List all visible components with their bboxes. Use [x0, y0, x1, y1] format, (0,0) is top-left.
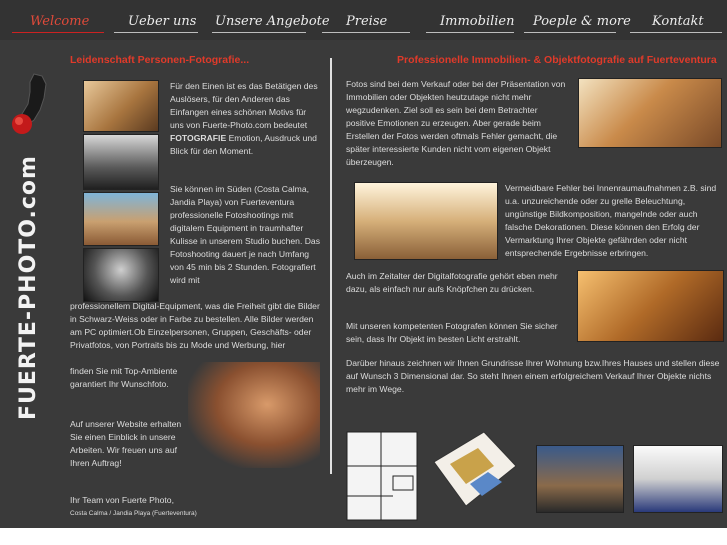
- right-paragraph-4: Mit unseren kompetenten Fotografen können Sie sicher sein, dass Ihr Objekt im besten Licht erstrahlt.: [346, 321, 558, 344]
- couple-photo: [188, 362, 320, 468]
- nav-unsere-angebote[interactable]: Unsere Angebote: [215, 14, 330, 29]
- right-paragraph-2: Vermeidbare Fehler bei Innenraumaufnahmen z.B. sind u.a. unzureichende oder zu grelle Beleuchtung, ungünstige Bildkomposition, mangelnde oder auch falsche Dekorationen. Diese können den Erfolg der Vermarktung Ihrer Objekte gefährden oder nicht entsprechende Ergebnisse erbringen.: [505, 183, 717, 258]
- portrait-photo-2: [83, 134, 159, 190]
- nav-preise[interactable]: Preise: [346, 14, 388, 29]
- render-photo-1: [536, 445, 624, 513]
- intro-text-end: Emotion, Ausdruck und Blick für den Moment.: [170, 133, 317, 156]
- nav-kontakt[interactable]: Kontakt: [652, 14, 704, 29]
- para3: Auf unserer Website erhalten Sie einen Einblick in unsere Arbeiten. Wir freuen uns auf Ihren Auftrag!: [70, 419, 182, 468]
- interior-photo-1: [578, 78, 722, 148]
- nav-underline: [426, 32, 514, 33]
- render-photo-2: [633, 445, 723, 513]
- intro-text: Für den Einen ist es das Betätigen des Auslösers, für den Anderen das Einfangen eines schönen Motivs für uns von Fuerte-Photo.com bedeutet: [170, 81, 318, 130]
- right-paragraph-1: Fotos sind bei dem Verkauf oder bei der Präsentation von Immobilien oder Objekten heutzutage nicht mehr wegzudenken. Ziel soll es sein bei dem Betrachter positive Emotionen zu erzeugen. Aber gerade beim Erstellen der Fotos werden oftmals Fehler gemacht, die später interessierte Kunden nicht vom eigenen Objekt überzeugen.: [346, 79, 566, 167]
- interior-photo-3: [577, 270, 724, 342]
- nav-underline: [630, 32, 722, 33]
- nav-people-more[interactable]: Poeple & more: [533, 14, 631, 29]
- top-navigation: [0, 0, 727, 40]
- site-logo-vertical[interactable]: FUERTE-PHOTO.com: [16, 155, 41, 420]
- para2-part2: professionellem Digital-Equipment, was die Freiheit gibt die Bilder in Schwarz-Weiss oder in Farbe zu bestellen. Alle Bilder werden am PC optimiert.Ob Einzelpersonen, Gruppen, Geschäfts- oder Privatfotos, von Portraits bis zu Mode und Werbung, hier: [70, 301, 320, 350]
- portrait-photo-1: [83, 80, 159, 132]
- floor-plan-3d: [426, 426, 520, 512]
- right-paragraph-5: Darüber hinaus zeichnen wir Ihnen Grundrisse Ihrer Wohnung bzw.Ihres Hauses und stellen diese auf Wunsch 3 Dimensional dar. So steht Ihnen einem erfolgreichem Verkauf Ihrer Objekte nichts mehr im Wege.: [346, 358, 720, 394]
- portrait-photo-3: [83, 192, 159, 246]
- nav-underline: [524, 32, 616, 33]
- footer-strip: [0, 528, 727, 545]
- fuerteventura-island-icon: [4, 70, 54, 140]
- interior-photo-2: [354, 182, 498, 260]
- portrait-photo-4: [83, 248, 159, 302]
- intro-bold-word: FOTOGRAFIE: [170, 133, 227, 143]
- left-heading: Leidenschaft Personen-Fotografie...: [70, 54, 250, 66]
- nav-ueber-uns[interactable]: Ueber uns: [128, 14, 197, 29]
- nav-immobilien[interactable]: Immobilien: [440, 14, 515, 29]
- floor-plan-drawing: [343, 426, 423, 526]
- nav-welcome[interactable]: Welcome: [30, 14, 90, 29]
- nav-underline: [212, 32, 306, 33]
- para2-part1: Sie können im Süden (Costa Calma, Jandia Playa) von Fuerteventura professionelle Fotoshootings mit digitalem Equipment in traumhafter Kulisse in unserem Studio buchen. Das Fotoshooting dauert je nach Umfang von 45 min bis 2 Stunden. Fotografiert wird mit: [170, 184, 320, 285]
- location-note: Costa Calma / Jandia Playa (Fuerteventura): [70, 510, 197, 517]
- para2-part3: finden Sie mit Top-Ambiente garantiert Ihr Wunschfoto.: [70, 366, 178, 389]
- nav-underline-active: [12, 32, 104, 33]
- signature: Ihr Team von Fuerte Photo,: [70, 495, 174, 505]
- nav-underline: [114, 32, 198, 33]
- column-divider: [330, 58, 332, 474]
- right-heading: Professionelle Immobilien- & Objektfotografie auf Fuerteventura: [397, 54, 717, 66]
- nav-underline: [322, 32, 410, 33]
- right-paragraph-3: Auch im Zeitalter der Digitalfotografie gehört eben mehr dazu, als einfach nur aufs Knöpfchen zu drücken.: [346, 271, 558, 294]
- intro-paragraph: [170, 80, 320, 158]
